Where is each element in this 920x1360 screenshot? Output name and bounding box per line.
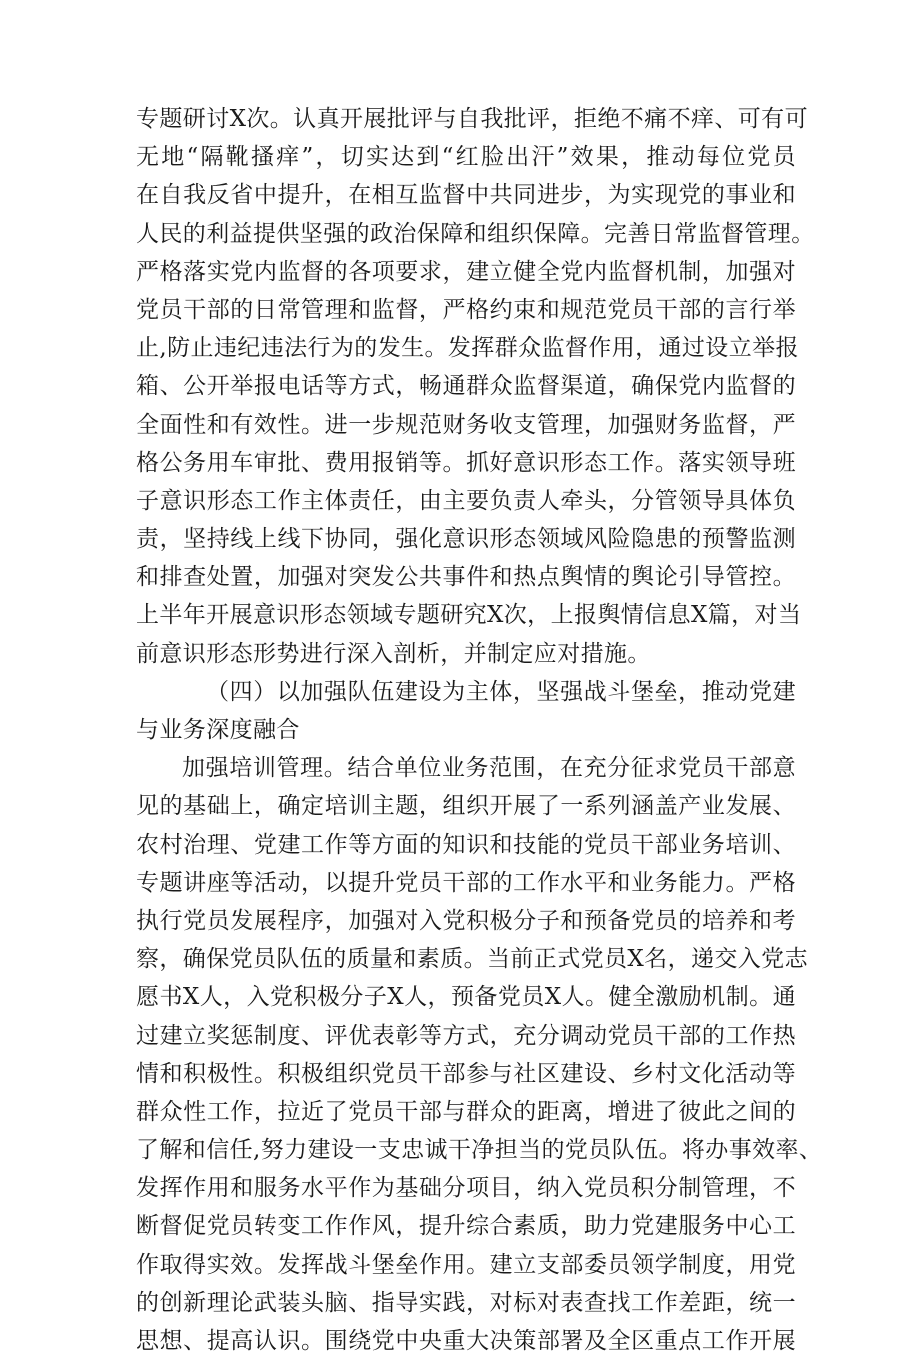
paragraph-line: 群众性工作，拉近了党员干部与群众的距离，增进了彼此之间的 <box>136 1098 796 1125</box>
paragraph-line: 思想、提高认识。围绕党中央重大决策部署及全区重点工作开展 <box>136 1328 796 1354</box>
paragraph-line: 党员干部的日常管理和监督，严格约束和规范党员干部的言行举 <box>136 296 796 323</box>
paragraph-line: 见的基础上，确定培训主题，组织开展了一系列涵盖产业发展、 <box>136 793 796 820</box>
paragraph-line: 全面性和有效性。进一步规范财务收支管理，加强财务监督，严 <box>136 411 796 438</box>
paragraph-line: 子意识形态工作主体责任，由主要负责人牵头，分管领导具体负 <box>136 487 796 514</box>
paragraph-line: 断督促党员转变工作作风，提升综合素质，助力党建服务中心工 <box>136 1213 796 1240</box>
paragraph-line: 在自我反省中提升，在相互监督中共同进步，为实现党的事业和 <box>136 182 796 209</box>
paragraph-line: 情和积极性。积极组织党员干部参与社区建设、乡村文化活动等 <box>136 1060 796 1087</box>
paragraph-line: 上半年开展意识形态领域专题研究X次，上报舆情信息X篇，对当 <box>136 602 802 629</box>
paragraph-line: 前意识形态形势进行深入剖析，并制定应对措施。 <box>136 640 651 667</box>
paragraph-line: 专题研讨X次。认真开展批评与自我批评，拒绝不痛不痒、可有可 <box>136 106 808 132</box>
paragraph-line: 严格落实党内监督的各项要求，建立健全党内监督机制，加强对 <box>136 258 796 285</box>
paragraph-line: 愿书X人，入党积极分子X人，预备党员X人。健全激励机制。通 <box>136 984 796 1011</box>
paragraph-line: 专题讲座等活动，以提升党员干部的工作水平和业务能力。严格 <box>136 869 796 896</box>
paragraph-line: 格公务用车审批、费用报销等。抓好意识形态工作。落实领导班 <box>136 449 796 476</box>
paragraph-line: 作取得实效。发挥战斗堡垒作用。建立支部委员领学制度，用党 <box>136 1251 796 1278</box>
section-heading-continued: 与业务深度融合 <box>136 717 300 743</box>
paragraph-line: 和排查处置，加强对突发公共事件和热点舆情的舆论引导管控。 <box>136 564 796 591</box>
paragraph-line: 的创新理论武装头脑、指导实践，对标对表查找工作差距，统一 <box>136 1289 796 1316</box>
section-heading: （四）以加强队伍建设为主体，坚强战斗堡垒，推动党建 <box>206 678 796 705</box>
paragraph-line: 农村治理、党建工作等方面的知识和技能的党员干部业务培训、 <box>136 831 796 858</box>
paragraph-line: 箱、公开举报电话等方式，畅通群众监督渠道，确保党内监督的 <box>136 373 796 400</box>
paragraph-line: 发挥作用和服务水平作为基础分项目，纳入党员积分制管理，不 <box>136 1175 796 1202</box>
paragraph-line: 加强培训管理。结合单位业务范围，在充分征求党员干部意 <box>182 755 796 782</box>
paragraph-line: 无地“隔靴搔痒”，切实达到“红脸出汗”效果，推动每位党员 <box>136 144 796 171</box>
paragraph-line: 察，确保党员队伍的质量和素质。当前正式党员X名，递交入党志 <box>136 946 808 973</box>
paragraph-line: 人民的利益提供坚强的政治保障和组织保障。完善日常监督管理。 <box>136 220 815 247</box>
document-body <box>136 100 823 1360</box>
paragraph-line: 执行党员发展程序，加强对入党积极分子和预备党员的培养和考 <box>136 907 796 934</box>
paragraph-line: 了解和信任,努力建设一支忠诚干净担当的党员队伍。将办事效率、 <box>136 1137 823 1164</box>
paragraph-line: 过建立奖惩制度、评优表彰等方式，充分调动党员干部的工作热 <box>136 1022 796 1049</box>
paragraph-line: 止,防止违纪违法行为的发生。发挥群众监督作用，通过设立举报 <box>136 335 799 362</box>
paragraph-line: 责，坚持线上线下协同，强化意识形态领域风险隐患的预警监测 <box>136 526 796 553</box>
